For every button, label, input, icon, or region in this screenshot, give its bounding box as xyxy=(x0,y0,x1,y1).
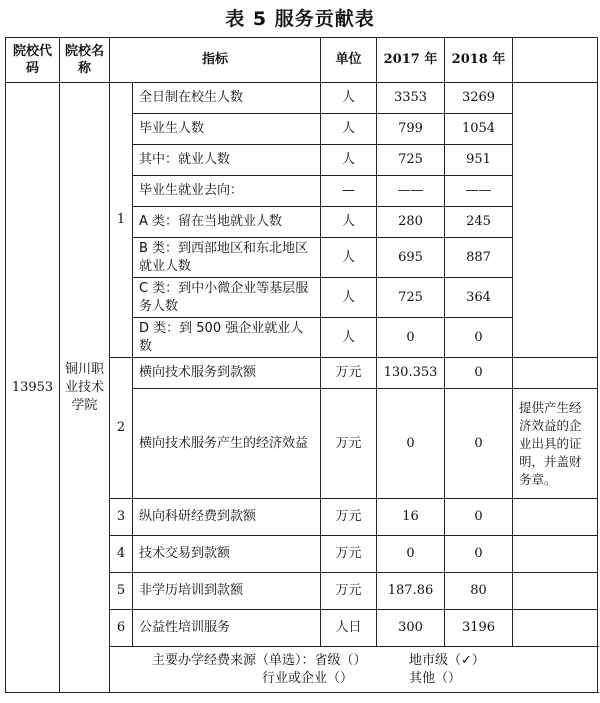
row-label: D 类：到 500 强企业就业人数 xyxy=(133,318,321,358)
table-title: 表 5 服务贡献表 xyxy=(225,8,375,30)
remark-cell xyxy=(513,358,598,389)
row-2017: 130.353 xyxy=(377,358,445,389)
row-2017: 16 xyxy=(377,499,445,536)
table-row xyxy=(6,83,598,114)
row-2017: 280 xyxy=(377,207,445,238)
remark-cell xyxy=(513,83,598,358)
row-2017: 725 xyxy=(377,145,445,176)
funding-industry: 行业或企业（） xyxy=(262,670,354,686)
row-label: 横向技术服务到款额 xyxy=(133,358,321,389)
row-unit: 人日 xyxy=(321,610,377,647)
header-2017: 2017 年 xyxy=(377,38,445,83)
row-unit: 万元 xyxy=(321,536,377,573)
header-unit: 单位 xyxy=(321,38,377,83)
school-code-cell: 13953 xyxy=(6,83,60,693)
row-2018: 951 xyxy=(445,145,513,176)
row-2017: 695 xyxy=(377,238,445,278)
row-2018: 0 xyxy=(445,389,513,499)
row-unit: 人 xyxy=(321,145,377,176)
row-2018: 3269 xyxy=(445,83,513,114)
funding-other: 其他（） xyxy=(409,670,462,686)
row-label: 公益性培训服务 xyxy=(133,610,321,647)
row-2018: 0 xyxy=(445,318,513,358)
row-2018: 0 xyxy=(445,536,513,573)
funding-line-1 xyxy=(114,652,593,670)
row-unit: 万元 xyxy=(321,389,377,499)
row-2017: 300 xyxy=(377,610,445,647)
row-2018: 0 xyxy=(445,358,513,389)
row-2017: 187.86 xyxy=(377,573,445,610)
row-2017: 3353 xyxy=(377,83,445,114)
row-2017: —— xyxy=(377,176,445,207)
remark-cell xyxy=(513,536,598,573)
row-label: B 类：到西部地区和东北地区就业人数 xyxy=(133,238,321,278)
row-unit: 万元 xyxy=(321,573,377,610)
group-number: 5 xyxy=(110,573,133,610)
row-label: C 类：到中小微企业等基层服务人数 xyxy=(133,278,321,318)
row-unit: 万元 xyxy=(321,358,377,389)
row-2017: 725 xyxy=(377,278,445,318)
row-label: 纵向科研经费到款额 xyxy=(133,499,321,536)
row-unit: 人 xyxy=(321,238,377,278)
row-label: 非学历培训到款额 xyxy=(133,573,321,610)
remark-cell xyxy=(513,573,598,610)
school-name-cell: 铜川职业技术学院 xyxy=(60,83,110,693)
row-2017: 0 xyxy=(377,318,445,358)
header-2018: 2018 年 xyxy=(445,38,513,83)
row-unit: 万元 xyxy=(321,499,377,536)
remark-cell xyxy=(513,610,598,647)
row-unit: 人 xyxy=(321,83,377,114)
row-unit: 人 xyxy=(321,318,377,358)
header-indicator: 指标 xyxy=(110,38,321,83)
group-number: 3 xyxy=(110,499,133,536)
row-label: A 类：留在当地就业人数 xyxy=(133,207,321,238)
row-2018: 245 xyxy=(445,207,513,238)
funding-municipal: 地市级（✓） xyxy=(409,652,485,668)
funding-line-2 xyxy=(114,670,593,688)
header-remark xyxy=(513,38,598,83)
row-2018: 0 xyxy=(445,499,513,536)
row-label: 横向技术服务产生的经济效益 xyxy=(133,389,321,499)
group-number: 1 xyxy=(110,83,133,358)
row-2018: 80 xyxy=(445,573,513,610)
funding-provincial: 主要办学经费来源（单选）：省级（） xyxy=(152,652,367,668)
group-number: 4 xyxy=(110,536,133,573)
group-number: 2 xyxy=(110,358,133,499)
row-label: 其中：就业人数 xyxy=(133,145,321,176)
row-unit: 人 xyxy=(321,207,377,238)
row-unit: — xyxy=(321,176,377,207)
row-unit: 人 xyxy=(321,114,377,145)
remark-cell xyxy=(513,499,598,536)
row-2017: 799 xyxy=(377,114,445,145)
row-2018: 364 xyxy=(445,278,513,318)
row-2018: 3196 xyxy=(445,610,513,647)
row-unit: 人 xyxy=(321,278,377,318)
row-2017: 0 xyxy=(377,389,445,499)
header-row xyxy=(6,38,598,83)
remark-text: 提供产生经济效益的企业出具的证明，并盖财务章。 xyxy=(513,389,598,499)
row-label: 全日制在校生人数 xyxy=(133,83,321,114)
header-school-name: 院校名称 xyxy=(60,38,110,83)
group-number: 6 xyxy=(110,610,133,647)
row-label: 技术交易到款额 xyxy=(133,536,321,573)
funding-source-cell xyxy=(110,647,598,693)
row-2018: 887 xyxy=(445,238,513,278)
row-label: 毕业生就业去向： xyxy=(133,176,321,207)
header-school-code: 院校代码 xyxy=(6,38,60,83)
service-contribution-table xyxy=(5,37,598,693)
row-2018: —— xyxy=(445,176,513,207)
row-2017: 0 xyxy=(377,536,445,573)
row-label: 毕业生人数 xyxy=(133,114,321,145)
row-2018: 1054 xyxy=(445,114,513,145)
